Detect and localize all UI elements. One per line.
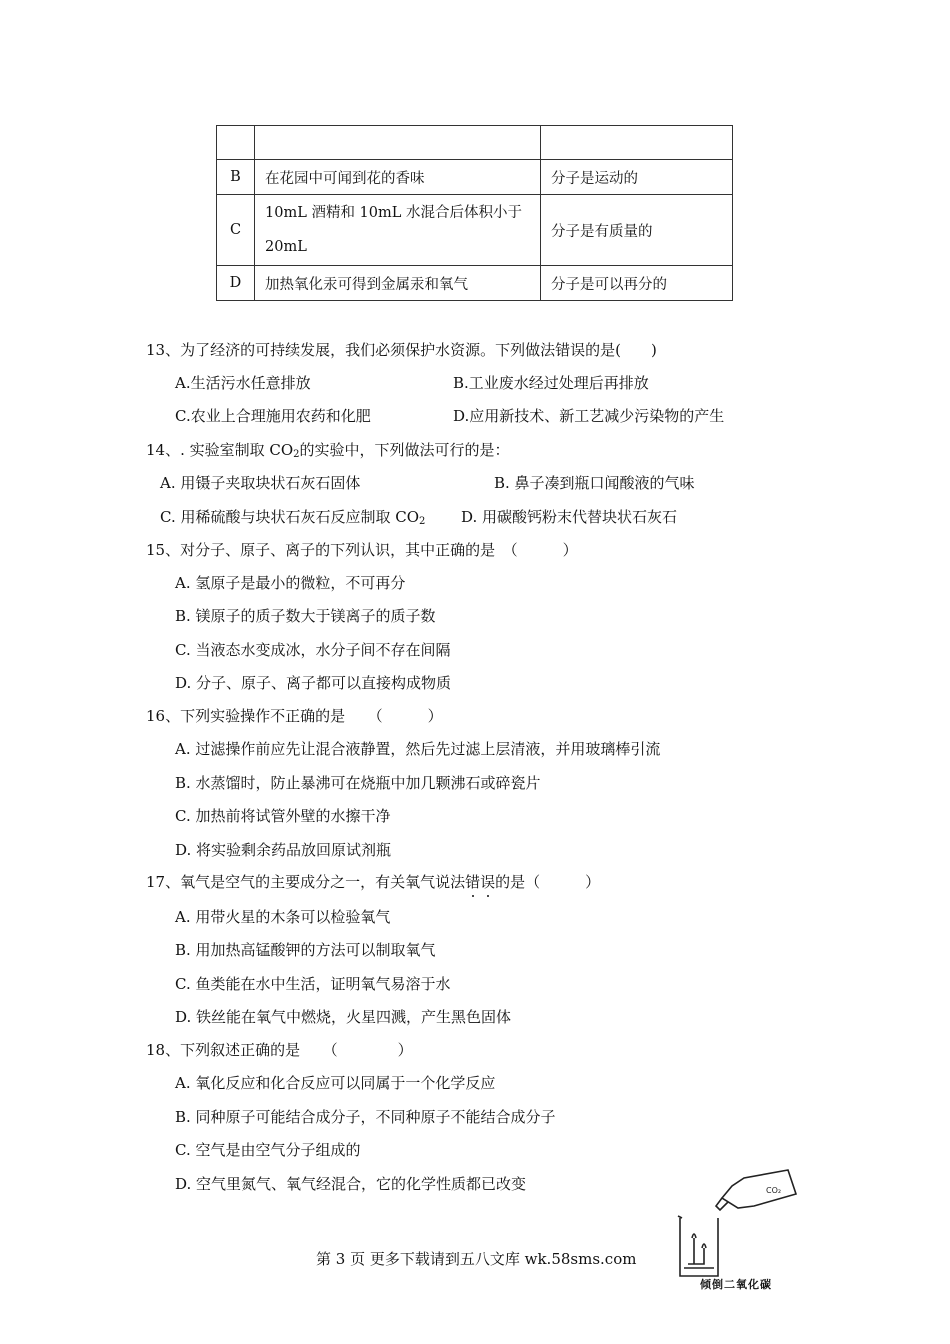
question-18-option-a: A. 氧化反应和化合反应可以同属于一个化学反应 <box>175 1074 496 1092</box>
explanation-cell: 分子是可以再分的 <box>541 266 733 301</box>
question-17-option-b: B. 用加热高锰酸钾的方法可以制取氧气 <box>175 941 436 959</box>
question-18-option-c: C. 空气是由空气分子组成的 <box>175 1141 361 1159</box>
question-14-option-c <box>160 507 425 532</box>
subscript: 2 <box>419 516 426 527</box>
stem-text: 的实验中，下列做法可行的是： <box>299 441 510 459</box>
question-18-option-d: D. 空气里氮气、氧气经混合，它的化学性质都已改变 <box>175 1175 527 1193</box>
question-13-option-d: D.应用新技术、新工艺减少污染物的产生 <box>453 407 725 425</box>
question-18-option-b: B. 同种原子可能结合成分子，不同种原子不能结合成分子 <box>175 1108 556 1126</box>
emphasis-char: 误 <box>480 873 496 891</box>
question-14-option-a: A. 用镊子夹取块状石灰石固体 <box>160 474 361 492</box>
comparison-table <box>216 125 733 301</box>
stem-text: 14、. 实验室制取 CO <box>146 441 294 459</box>
table-cell <box>255 126 541 160</box>
question-15-stem: 15、对分子、原子、离子的下列认识，其中正确的是 （ ） <box>146 541 578 559</box>
phenomenon-line: 20mL <box>265 239 307 255</box>
question-15-option-b: B. 镁原子的质子数大于镁离子的质子数 <box>175 607 436 625</box>
question-16-option-b: B. 水蒸馏时，防止暴沸可在烧瓶中加几颗沸石或碎瓷片 <box>175 774 541 792</box>
table-row <box>217 195 733 266</box>
question-18-stem: 18、下列叙述正确的是 （ ） <box>146 1041 413 1059</box>
option-letter: D <box>217 266 255 301</box>
table-cell <box>217 126 255 160</box>
page-footer: 第 3 页 更多下载请到五八文库 wk.58sms.com <box>316 1250 637 1268</box>
question-16-option-d: D. 将实验剩余药品放回原试剂瓶 <box>175 841 392 859</box>
question-16-option-a: A. 过滤操作前应先让混合液静置，然后先过滤上层清液，并用玻璃棒引流 <box>175 740 661 758</box>
beaker-icon <box>678 1216 718 1276</box>
explanation-cell: 分子是运动的 <box>541 160 733 195</box>
phenomenon-cell <box>255 195 541 266</box>
question-15-option-a: A. 氢原子是最小的微粒，不可再分 <box>175 574 406 592</box>
question-16-stem: 16、下列实验操作不正确的是 （ ） <box>146 707 443 725</box>
question-14-stem <box>146 440 510 465</box>
phenomenon-cell: 加热氧化汞可得到金属汞和氧气 <box>255 266 541 301</box>
table-row <box>217 266 733 301</box>
explanation-cell: 分子是有质量的 <box>541 195 733 266</box>
question-17-option-a: A. 用带火星的木条可以检验氧气 <box>175 908 391 926</box>
question-14-option-b: B. 鼻子凑到瓶口闻酸液的气味 <box>494 474 695 492</box>
stem-text: 17、氧气是空气的主要成分之一，有关氧气说法 <box>146 873 466 891</box>
bottle-label: CO₂ <box>766 1186 782 1195</box>
question-15-option-d: D. 分子、原子、离子都可以直接构成物质 <box>175 674 452 692</box>
option-text: C. 用稀硫酸与块状石灰石反应制取 CO <box>160 508 420 526</box>
tilted-bottle-icon <box>716 1170 796 1210</box>
question-16-option-c: C. 加热前将试管外壁的水擦干净 <box>175 807 391 825</box>
question-13-option-b: B.工业废水经过处理后再排放 <box>453 374 649 392</box>
emphasis-char: 错 <box>465 873 481 891</box>
question-13-option-c: C.农业上合理施用农药和化肥 <box>175 407 371 425</box>
stem-text: 的是（ ） <box>495 873 601 891</box>
question-17-stem <box>146 872 600 892</box>
phenomenon-cell: 在花园中可闻到花的香味 <box>255 160 541 195</box>
table-row <box>217 126 733 160</box>
question-14-option-d: D. 用碳酸钙粉末代替块状石灰石 <box>461 508 678 526</box>
figure-caption: 倾倒二氧化碳 <box>700 1278 772 1291</box>
question-17-option-d: D. 铁丝能在氧气中燃烧，火星四溅，产生黑色固体 <box>175 1008 512 1026</box>
option-letter: B <box>217 160 255 195</box>
question-15-option-c: C. 当液态水变成冰，水分子间不存在间隔 <box>175 641 451 659</box>
question-17-option-c: C. 鱼类能在水中生活，证明氧气易溶于水 <box>175 975 451 993</box>
phenomenon-line: 10mL 酒精和 10mL 水混合后体积小于 <box>265 205 522 221</box>
subscript: 2 <box>293 449 300 460</box>
option-letter: C <box>217 195 255 266</box>
question-13-option-a: A.生活污水任意排放 <box>175 374 311 392</box>
table-row <box>217 160 733 195</box>
question-13-stem: 13、为了经济的可持续发展，我们必须保护水资源。下列做法错误的是( ) <box>146 341 657 359</box>
table-cell <box>541 126 733 160</box>
